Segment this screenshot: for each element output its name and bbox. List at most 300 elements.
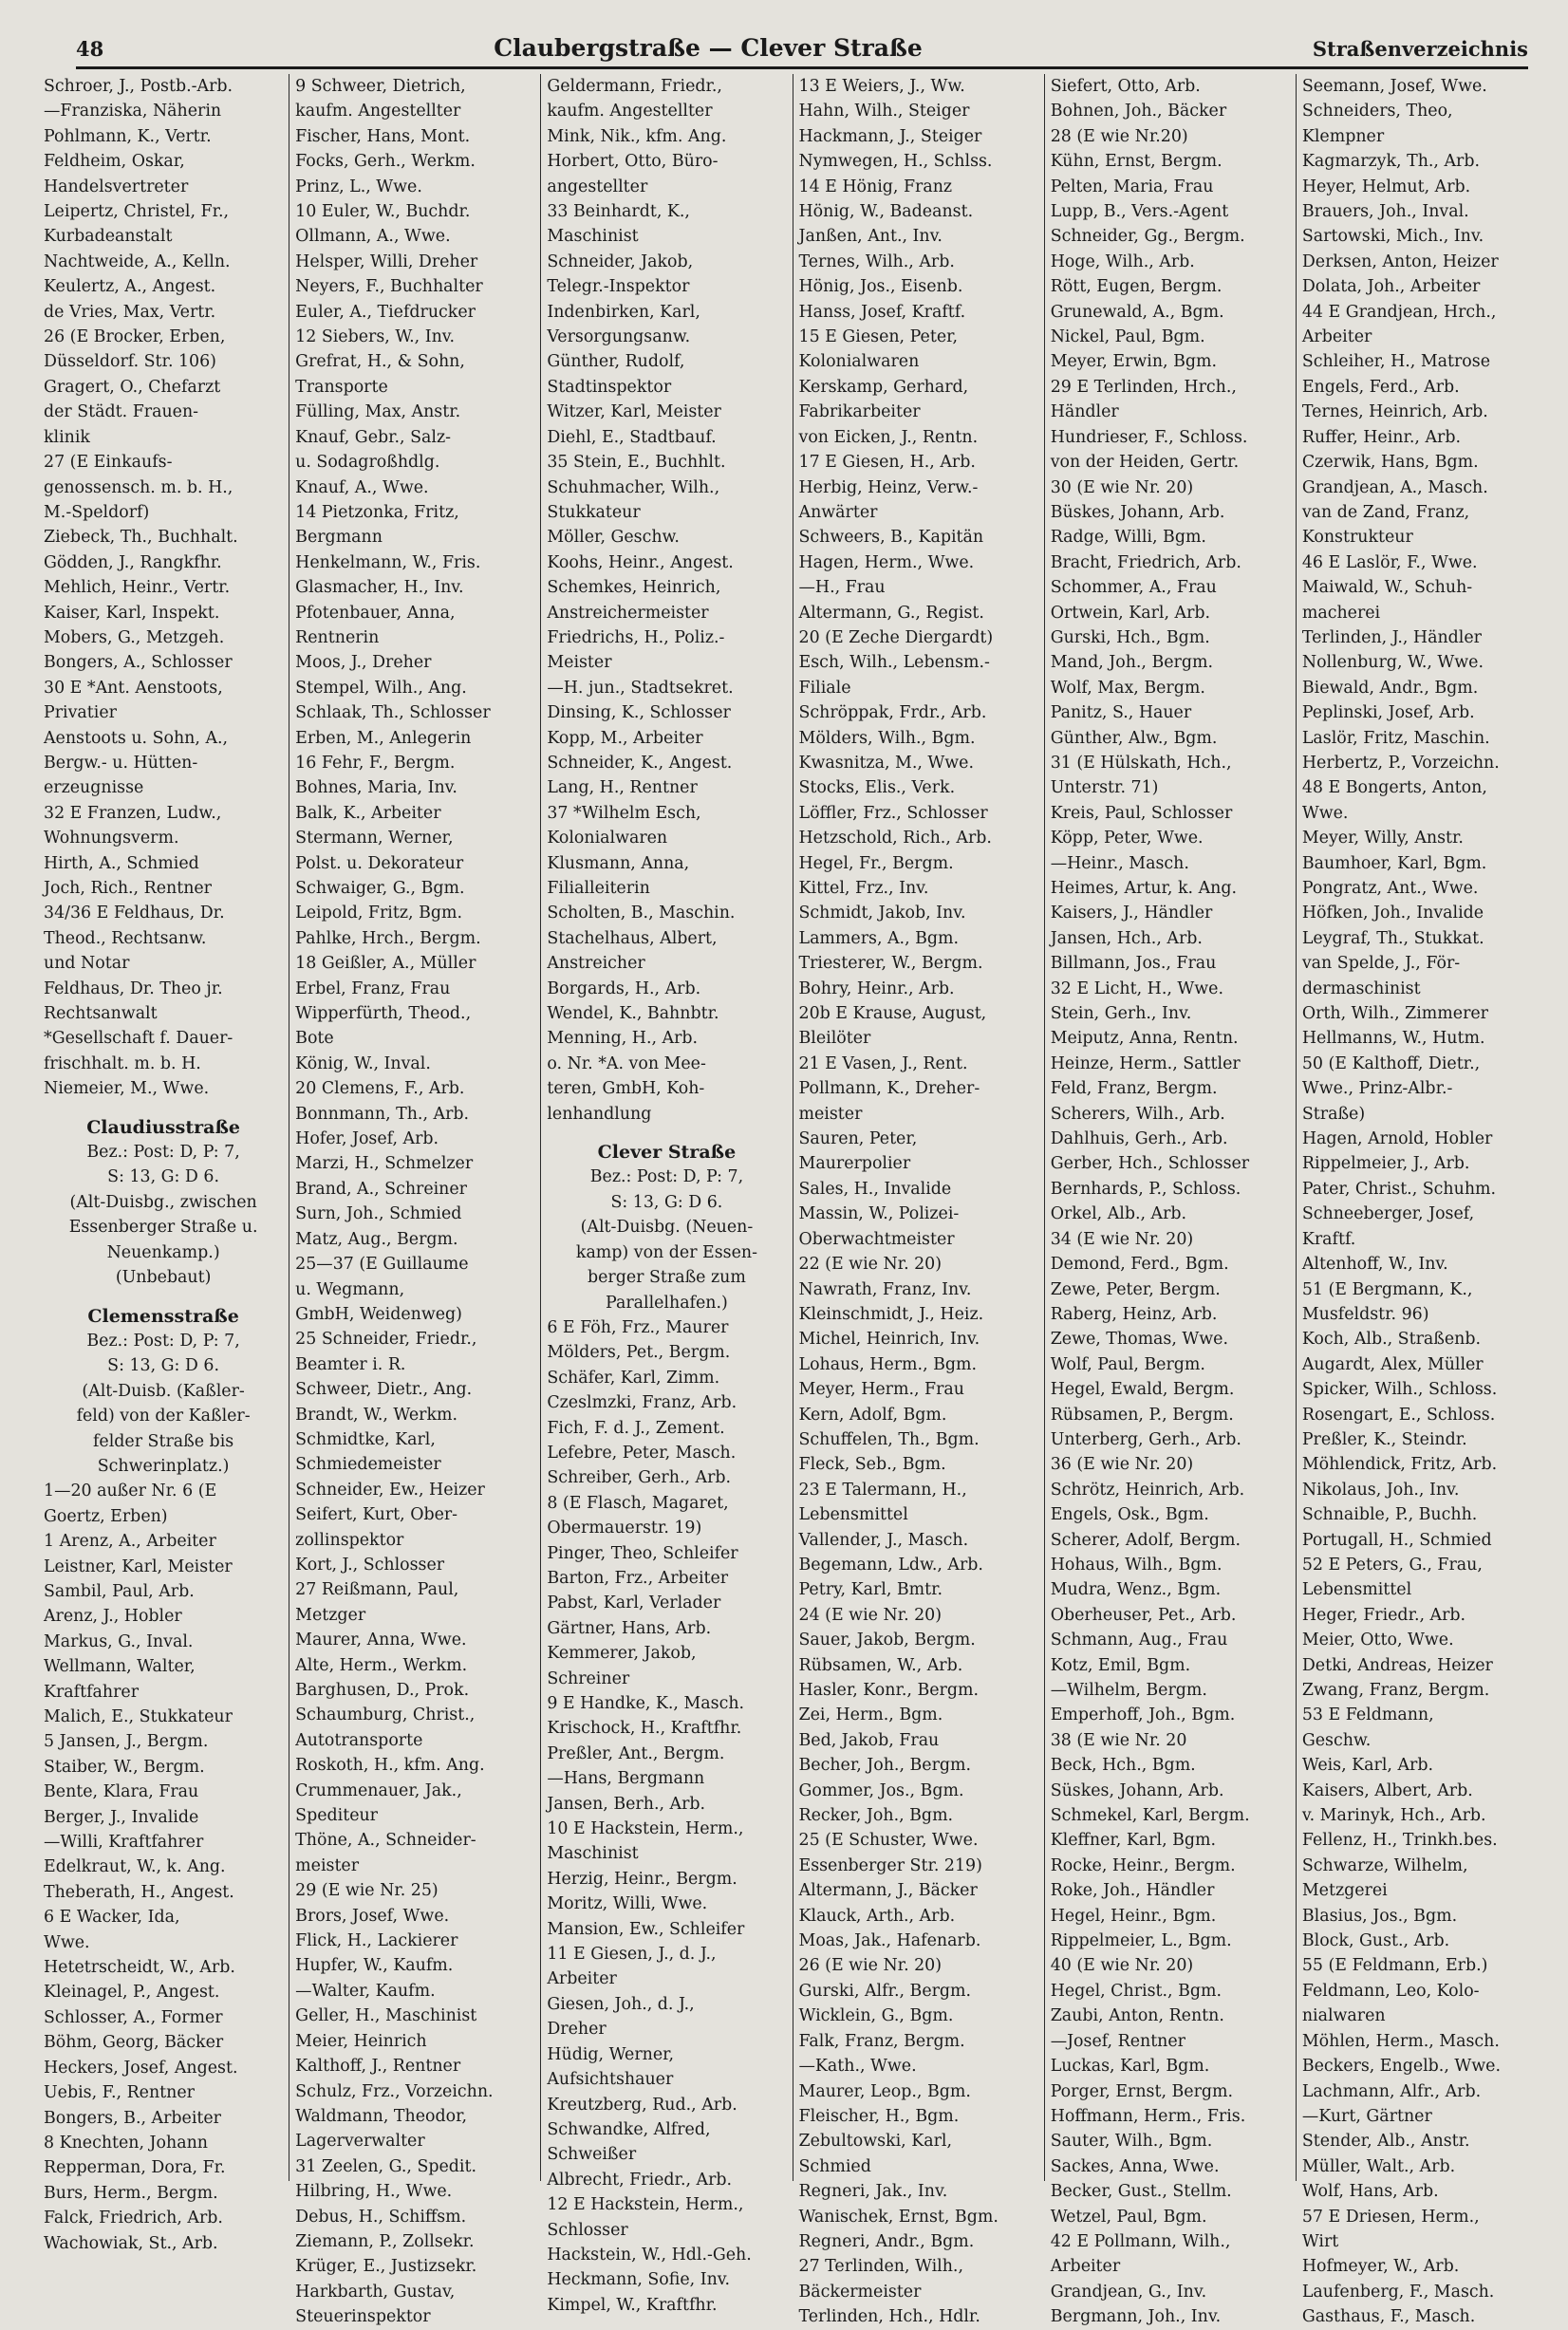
directory-entry: Markus, G., Inval. xyxy=(44,1631,194,1651)
directory-entry: 8 Knechten, Johann xyxy=(44,2133,208,2153)
directory-entry: 10 E Hackstein, Herm., xyxy=(547,1819,744,1839)
directory-entry: Händler xyxy=(1050,402,1119,422)
directory-entry: Obermauerstr. 19) xyxy=(547,1519,702,1538)
directory-entry: Lebensmittel xyxy=(1301,1580,1412,1600)
directory-entry: Lagerverwalter xyxy=(295,2132,425,2152)
directory-entry: 27 Reißmann, Paul, xyxy=(295,1580,459,1600)
street-note: feld) von der Kaßler- xyxy=(76,1407,251,1426)
directory-entry: Lang, H., Rentner xyxy=(547,778,698,798)
directory-entry: Hoge, Wilh., Arb. xyxy=(1050,252,1195,271)
directory-entry: Leipold, Fritz, Bgm. xyxy=(295,904,463,923)
directory-entry: Geldermann, Friedr., xyxy=(547,77,722,96)
directory-entry: Thöne, A., Schneider- xyxy=(295,1831,476,1851)
directory-entry: Stadtinspektor xyxy=(547,377,672,397)
directory-entry: u. Wegmann, xyxy=(295,1279,405,1299)
directory-entry: Gommer, Jos., Bgm. xyxy=(798,1780,964,1800)
directory-entry: Meier, Otto, Wwe. xyxy=(1301,1631,1454,1650)
directory-entry: Arenz, J., Hobler xyxy=(44,1607,182,1627)
directory-entry: Falck, Friedrich, Arb. xyxy=(44,2209,223,2228)
directory-entry: Bohry, Heinr., Arb. xyxy=(798,979,955,998)
directory-entry: von der Heiden, Gertr. xyxy=(1050,453,1240,473)
directory-entry: Hagen, Herm., Wwe. xyxy=(798,552,975,572)
directory-entry: Stender, Alb., Anstr. xyxy=(1301,2132,1470,2152)
directory-entry: 1—20 außer Nr. 6 (E xyxy=(44,1482,217,1501)
directory-entry: Diehl, E., Stadtbauf. xyxy=(547,427,717,447)
directory-entry: Kolonialwaren xyxy=(547,829,668,848)
directory-entry: Gerber, Hch., Schlosser xyxy=(1050,1154,1250,1174)
directory-entry: Stempel, Wilh., Ang. xyxy=(295,678,467,698)
directory-entry: meister xyxy=(295,1855,360,1875)
directory-entry: Heckers, Josef, Angest. xyxy=(44,2058,238,2078)
directory-entry: Metzger xyxy=(295,1605,366,1625)
directory-entry: Schemkes, Heinrich, xyxy=(547,578,721,598)
directory-entry: 32 E Franzen, Ludw., xyxy=(44,803,222,823)
directory-entry: Nollenburg, W., Wwe. xyxy=(1301,653,1484,673)
directory-entry: Albrecht, Friedr., Arb. xyxy=(547,2170,733,2190)
directory-entry: Fellenz, H., Trinkh.bes. xyxy=(1301,1831,1498,1851)
directory-entry: Mansion, Ew., Schleifer xyxy=(547,1919,745,1939)
directory-entry: Dreher xyxy=(547,2020,607,2040)
directory-entry: Goertz, Erben) xyxy=(44,1506,168,1526)
directory-entry: Zwang, Franz, Bergm. xyxy=(1301,1681,1490,1700)
directory-entry: M.-Speldorf) xyxy=(44,502,150,522)
street-note: (Alt-Duisb. (Kaßler- xyxy=(82,1381,245,1401)
directory-column xyxy=(38,74,289,2253)
directory-entry: 20 Clemens, F., Arb. xyxy=(295,1079,465,1099)
street-note: (Alt-Duisbg., zwischen xyxy=(69,1192,257,1212)
directory-entry: Köpp, Peter, Wwe. xyxy=(1050,829,1204,848)
directory-entry: Indenbirken, Karl, xyxy=(547,302,700,322)
directory-entry: Schneider, K., Angest. xyxy=(547,753,733,773)
directory-entry: Lefebre, Peter, Masch. xyxy=(547,1443,737,1463)
directory-entry: de Vries, Max, Vertr. xyxy=(44,302,216,322)
directory-column xyxy=(793,74,1045,2327)
directory-entry: Hackstein, W., Hdl.-Geh. xyxy=(547,2245,752,2265)
directory-entry: Prinz, L., Wwe. xyxy=(295,177,422,196)
directory-entry: Meier, Heinrich xyxy=(295,2031,427,2051)
directory-entry: Becher, Joh., Bergm. xyxy=(798,1756,972,1776)
directory-entry: Beamter i. R. xyxy=(295,1354,406,1374)
directory-entry: Matz, Aug., Bergm. xyxy=(295,1229,458,1249)
directory-entry: 23 E Talermann, H., xyxy=(798,1480,967,1500)
directory-entry: kaufm. Angestellter xyxy=(547,102,713,121)
directory-entry: Zewe, Thomas, Wwe. xyxy=(1050,1330,1228,1350)
street-note: Parallelhafen.) xyxy=(606,1293,728,1313)
directory-entry: Sauter, Wilh., Bgm. xyxy=(1050,2132,1213,2152)
directory-entry: erzeugnisse xyxy=(44,778,144,798)
directory-entry: teren, GmbH, Koh- xyxy=(547,1079,705,1099)
directory-entry: Terlinden, J., Händler xyxy=(1301,627,1482,647)
directory-entry: angestellter xyxy=(547,177,648,196)
directory-entry: dermaschinist xyxy=(1301,979,1421,998)
directory-entry: Beckers, Engelb., Wwe. xyxy=(1301,2057,1501,2077)
directory-entry: Knauf, A., Wwe. xyxy=(295,477,429,497)
directory-entry: Heger, Friedr., Arb. xyxy=(1301,1605,1466,1625)
directory-entry: 27 (E Einkaufs- xyxy=(44,453,173,473)
directory-entry: 10 Euler, W., Buchdr. xyxy=(295,202,471,222)
directory-entry: Schwandke, Alfred, xyxy=(547,2119,711,2139)
directory-entry: Schneeberger, Josef, xyxy=(1301,1204,1475,1224)
directory-entry: Brors, Josef, Wwe. xyxy=(295,1906,450,1926)
directory-entry: Kwasnitza, M., Wwe. xyxy=(798,753,974,773)
directory-entry: Klusmann, Anna, xyxy=(547,853,690,873)
directory-entry: Kolonialwaren xyxy=(798,352,920,372)
directory-entry: Mand, Joh., Bergm. xyxy=(1050,653,1214,673)
directory-entry: 29 (E wie Nr. 25) xyxy=(295,1881,439,1901)
directory-entry: Schreiner xyxy=(547,1668,630,1688)
directory-entry: Triesterer, W., Bergm. xyxy=(798,954,983,974)
directory-entry: Henkelmann, W., Fris. xyxy=(295,552,481,572)
directory-entry: —Josef, Rentner xyxy=(1050,2031,1185,2051)
directory-entry: Konstrukteur xyxy=(1301,528,1413,548)
directory-entry: 26 (E wie Nr. 20) xyxy=(798,1956,943,1976)
directory-entry: Vallender, J., Masch. xyxy=(798,1530,969,1550)
directory-entry: meister xyxy=(798,1104,863,1124)
directory-entry: Spicker, Wilh., Schloss. xyxy=(1301,1380,1498,1400)
directory-entry: Schulz, Frz., Vorzeichn. xyxy=(295,2081,494,2101)
directory-entry: Gragert, O., Chefarzt xyxy=(44,377,221,397)
directory-entry: Unterberg, Gerh., Arb. xyxy=(1050,1429,1241,1449)
directory-entry: Augardt, Alex, Müller xyxy=(1301,1354,1484,1374)
directory-entry: 32 E Licht, H., Wwe. xyxy=(1050,979,1223,998)
directory-entry: Knauf, Gebr., Salz- xyxy=(295,427,451,447)
directory-entry: Düsseldorf. Str. 106) xyxy=(44,352,216,372)
directory-entry: —Kurt, Gärtner xyxy=(1301,2106,1432,2126)
directory-entry: Radge, Willi, Bgm. xyxy=(1050,528,1206,548)
directory-entry: —Heinr., Masch. xyxy=(1050,853,1189,873)
directory-entry: Kerskamp, Gerhard, xyxy=(798,377,969,397)
directory-entry: Preßler, Ant., Bergm. xyxy=(547,1743,725,1763)
directory-entry: Rübsamen, P., Bergm. xyxy=(1050,1405,1234,1425)
directory-entry: Kaisers, J., Händler xyxy=(1050,904,1213,923)
directory-entry: 25 Schneider, Friedr., xyxy=(295,1330,477,1350)
directory-entry: 50 (E Kalthoff, Dietr., xyxy=(1301,1053,1481,1073)
directory-entry: Hahn, Wilh., Steiger xyxy=(798,102,970,121)
directory-entry: Wirt xyxy=(1301,2231,1339,2251)
section-title: Straßenverzeichnis xyxy=(1312,37,1528,61)
directory-entry: Schroer, J., Postb.-Arb. xyxy=(44,77,233,96)
directory-entry: Hegel, Fr., Bergm. xyxy=(798,853,954,873)
directory-entry: Polst. u. Dekorateur xyxy=(295,853,464,873)
directory-entry: Porger, Ernst, Bergm. xyxy=(1050,2081,1234,2101)
directory-entry: Glasmacher, H., Inv. xyxy=(295,578,464,598)
directory-entry: Kleinagel, P., Angest. xyxy=(44,1983,220,2003)
directory-entry: Kotz, Emil, Bgm. xyxy=(1050,1655,1191,1675)
directory-entry: Berger, J., Invalide xyxy=(44,1807,199,1827)
directory-entry: Detki, Andreas, Heizer xyxy=(1301,1655,1493,1675)
directory-entry: Raberg, Heinz, Arb. xyxy=(1050,1304,1218,1324)
directory-entry: Schmied xyxy=(798,2156,871,2176)
directory-entry: Becker, Gust., Stellm. xyxy=(1050,2182,1232,2202)
directory-entry: Wohnungsverm. xyxy=(44,829,179,848)
directory-entry: Süskes, Johann, Arb. xyxy=(1050,1780,1224,1800)
directory-entry: Hönig, Jos., Eisenb. xyxy=(798,277,963,297)
directory-entry: Luckas, Karl, Bgm. xyxy=(1050,2057,1210,2077)
directory-entry: Krischock, H., Kraftfhr. xyxy=(547,1719,742,1739)
directory-entry: Musfeldstr. 96) xyxy=(1301,1304,1429,1324)
directory-entry: Block, Gust., Arb. xyxy=(1301,1931,1450,1951)
directory-entry: Aenstoots u. Sohn, A., xyxy=(44,728,229,748)
directory-entry: 30 E *Ant. Aenstoots, xyxy=(44,678,223,698)
directory-entry: Grunewald, A., Bgm. xyxy=(1050,302,1224,322)
directory-entry: Hofer, Josef, Arb. xyxy=(295,1129,439,1149)
directory-entry: Anstreichermeister xyxy=(547,603,709,623)
directory-entry: Edelkraut, W., k. Ang. xyxy=(44,1857,226,1877)
directory-entry: Anstreicher xyxy=(547,954,645,974)
street-note: (Alt-Duisbg. (Neuen- xyxy=(580,1218,754,1238)
directory-entry: Nawrath, Franz, Inv. xyxy=(798,1279,972,1299)
directory-entry: Rechtsanwalt xyxy=(44,1004,158,1024)
directory-entry: Hirth, A., Schmied xyxy=(44,853,199,873)
directory-entry: Meiputz, Anna, Rentn. xyxy=(1050,1029,1239,1049)
directory-entry: u. Sodagroßhdlg. xyxy=(295,453,440,473)
directory-entry: —Franziska, Näherin xyxy=(44,102,222,121)
directory-entry: Wanischek, Ernst, Bgm. xyxy=(798,2207,999,2227)
directory-entry: Hanss, Josef, Kraftf. xyxy=(798,302,966,322)
directory-entry: Kreis, Paul, Schlosser xyxy=(1050,803,1233,823)
directory-entry: Zewe, Peter, Bergm. xyxy=(1050,1279,1221,1299)
directory-entry: Kern, Adolf, Bgm. xyxy=(798,1405,947,1425)
directory-entry: Maschinist xyxy=(547,227,639,247)
directory-entry: Massin, W., Polizei- xyxy=(798,1204,960,1224)
directory-entry: Schmiedemeister xyxy=(295,1455,441,1475)
directory-entry: Brauers, Joh., Inval. xyxy=(1301,202,1469,222)
directory-entry: Sauren, Peter, xyxy=(798,1129,918,1149)
directory-entry: Fülling, Max, Anstr. xyxy=(295,402,461,422)
directory-entry: Preßler, K., Steindr. xyxy=(1301,1429,1467,1449)
directory-entry: Hönig, W., Badeanst. xyxy=(798,202,974,222)
directory-entry: 46 E Laslör, F., Wwe. xyxy=(1301,552,1478,572)
directory-entry: Gurski, Alfr., Bergm. xyxy=(798,1981,972,2001)
directory-entry: Scherer, Adolf, Bergm. xyxy=(1050,1530,1241,1550)
directory-entry: Stukkateur xyxy=(547,502,641,522)
directory-entry: 37 *Wilhelm Esch, xyxy=(547,803,701,823)
directory-entry: Mudra, Wenz., Bgm. xyxy=(1050,1580,1222,1600)
directory-entry: Grandjean, G., Inv. xyxy=(1050,2282,1207,2302)
directory-entry: Wendel, K., Bahnbtr. xyxy=(547,1004,719,1024)
directory-entry: Schmidt, Jakob, Inv. xyxy=(798,904,966,923)
directory-entry: 16 Fehr, F., Bergm. xyxy=(295,753,456,773)
directory-entry: Geller, H., Maschinist xyxy=(295,2006,477,2026)
directory-entry: —Wilhelm, Bergm. xyxy=(1050,1681,1207,1700)
directory-entry: Waldmann, Theodor, xyxy=(295,2106,468,2126)
directory-entry: Löffler, Frz., Schlosser xyxy=(798,803,988,823)
directory-entry: 25 (E Schuster, Wwe. xyxy=(798,1831,979,1851)
directory-entry: 12 E Hackstein, Herm., xyxy=(547,2195,744,2215)
directory-entry: Autotransporte xyxy=(295,1730,423,1750)
street-note: Essenberger Straße u. xyxy=(68,1218,258,1238)
directory-entry: 42 E Pollmann, Wilh., xyxy=(1050,2231,1231,2251)
directory-entry: 31 (E Hülskath, Hch., xyxy=(1050,753,1232,773)
directory-entry: Hegel, Heinr., Bgm. xyxy=(1050,1906,1217,1926)
directory-entry: 31 Zeelen, G., Spedit. xyxy=(295,2156,477,2176)
directory-entry: Schrötz, Heinrich, Arb. xyxy=(1050,1480,1245,1500)
directory-entry: Heyer, Helmut, Arb. xyxy=(1301,177,1471,196)
directory-entry: Hagen, Arnold, Hobler xyxy=(1301,1129,1493,1149)
directory-entry: Meyer, Herm., Frau xyxy=(798,1380,964,1400)
directory-entry: 22 (E wie Nr. 20) xyxy=(798,1255,943,1275)
street-note: S: 13, G: D 6. xyxy=(107,1167,219,1187)
directory-entry: zollinspektor xyxy=(295,1530,404,1550)
directory-entry: Wachowiak, St., Arb. xyxy=(44,2233,218,2253)
directory-entry: Rippelmeier, L., Bgm. xyxy=(1050,1931,1232,1951)
directory-entry: Panitz, S., Hauer xyxy=(1050,703,1192,723)
directory-entry: Schlosser xyxy=(547,2220,628,2240)
directory-entry: 55 (E Feldmann, Erb.) xyxy=(1301,1956,1488,1976)
directory-entry: Ziebeck, Th., Buchhalt. xyxy=(44,528,238,548)
directory-entry: kaufm. Angestellter xyxy=(295,102,461,121)
directory-entry: Schneider, Gg., Bergm. xyxy=(1050,227,1245,247)
directory-entry: Telegr.-Inspektor xyxy=(547,277,690,297)
directory-entry: Pabst, Karl, Verlader xyxy=(547,1594,721,1613)
directory-entry: 21 E Vasen, J., Rent. xyxy=(798,1053,968,1073)
directory-entry: Sales, H., Invalide xyxy=(798,1179,952,1199)
directory-entry: Crummenauer, Jak., xyxy=(295,1780,462,1800)
directory-entry: Schaumburg, Christ., xyxy=(295,1706,476,1725)
directory-entry: Laslör, Fritz, Maschin. xyxy=(1301,728,1490,748)
directory-entry: Hasler, Konr., Bergm. xyxy=(798,1681,980,1700)
directory-entry: Maurer, Leop., Bgm. xyxy=(798,2081,971,2101)
directory-entry: Derksen, Anton, Heizer xyxy=(1301,252,1499,271)
directory-entry: Herbertz, P., Vorzeichn. xyxy=(1301,753,1500,773)
directory-entry: Falk, Franz, Bergm. xyxy=(798,2031,965,2051)
directory-entry: Schlosser, A., Former xyxy=(44,2007,223,2027)
street-note: Neuenkamp.) xyxy=(106,1242,220,1262)
directory-entry: Metzgerei xyxy=(1301,1881,1388,1901)
directory-entry: Pohlmann, K., Vertr. xyxy=(44,126,212,146)
directory-entry: Harkbarth, Gustav, xyxy=(295,2282,456,2302)
directory-entry: Peplinski, Josef, Arb. xyxy=(1301,703,1475,723)
directory-entry: 29 E Terlinden, Hrch., xyxy=(1050,377,1237,397)
directory-entry: Janßen, Ant., Inv. xyxy=(798,227,943,247)
directory-entry: Blasius, Jos., Bgm. xyxy=(1301,1906,1458,1926)
directory-entry: Engels, Ferd., Arb. xyxy=(1301,377,1460,397)
directory-entry: Ruffer, Heinr., Arb. xyxy=(1301,427,1461,447)
directory-entry: Koch, Alb., Straßenb. xyxy=(1301,1330,1482,1350)
directory-entry: 14 E Hönig, Franz xyxy=(798,177,953,196)
directory-entry: Emperhoff, Joh., Bgm. xyxy=(1050,1706,1236,1725)
directory-entry: Kagmarzyk, Th., Arb. xyxy=(1301,152,1481,172)
directory-entry: Schommer, A., Frau xyxy=(1050,578,1217,598)
directory-entry: Pelten, Maria, Frau xyxy=(1050,177,1214,196)
directory-entry: Schneider, Jakob, xyxy=(547,252,694,271)
directory-entry: Klempner xyxy=(1301,126,1385,146)
directory-entry: Schlaak, Th., Schlosser xyxy=(295,703,491,723)
directory-entry: Engels, Osk., Bgm. xyxy=(1050,1505,1209,1525)
directory-entry: 34 (E wie Nr. 20) xyxy=(1050,1229,1194,1249)
directory-entry: 44 E Grandjean, Hrch., xyxy=(1301,302,1497,322)
directory-entry: Ternes, Heinrich, Arb. xyxy=(1301,402,1488,422)
directory-entry: Rött, Eugen, Bergm. xyxy=(1050,277,1223,297)
directory-entry: Pongratz, Ant., Wwe. xyxy=(1301,879,1479,898)
directory-entry: Pater, Christ., Schuhm. xyxy=(1301,1179,1497,1199)
directory-entry: Orth, Wilh., Zimmerer xyxy=(1301,1004,1488,1024)
directory-entry: Höfken, Joh., Invalide xyxy=(1301,904,1484,923)
directory-entry: Bäckermeister xyxy=(798,2282,922,2302)
directory-entry: Schneiders, Theo, xyxy=(1301,102,1453,121)
directory-entry: 28 (E wie Nr.20) xyxy=(1050,126,1188,146)
directory-entry: genossensch. m. b. H., xyxy=(44,477,233,497)
directory-entry: 27 Terlinden, Wilh., xyxy=(798,2257,963,2277)
directory-entry: Heckmann, Sofie, Inv. xyxy=(547,2270,731,2290)
directory-entry: Meyer, Erwin, Bgm. xyxy=(1050,352,1218,372)
directory-entry: Hegel, Christ., Bgm. xyxy=(1050,1981,1222,2001)
directory-entry: Burs, Herm., Bergm. xyxy=(44,2183,218,2203)
directory-entry: klinik xyxy=(44,427,90,447)
directory-entry: Stachelhaus, Albert, xyxy=(547,928,718,948)
directory-entry: Billmann, Jos., Frau xyxy=(1050,954,1217,974)
directory-entry: Feldheim, Oskar, xyxy=(44,152,185,172)
directory-entry: Dinsing, K., Schlosser xyxy=(547,703,731,723)
directory-column xyxy=(541,74,793,2315)
directory-entry: 35 Stein, E., Buchhlt. xyxy=(547,453,726,473)
directory-entry: Wicklein, G., Bgm. xyxy=(798,2006,954,2026)
directory-entry: 30 (E wie Nr. 20) xyxy=(1050,477,1194,497)
street-note: Bez.: Post: D, P: 7, xyxy=(589,1167,744,1187)
directory-entry: Arbeiter xyxy=(1301,327,1372,347)
directory-entry: Bergmann, Joh., Inv. xyxy=(1050,2307,1222,2327)
directory-entry: Flick, H., Lackierer xyxy=(295,1931,458,1951)
directory-entry: Ternes, Wilh., Arb. xyxy=(798,252,955,271)
directory-entry: Nymwegen, H., Schlss. xyxy=(798,152,993,172)
directory-entry: Ortwein, Karl, Arb. xyxy=(1050,603,1211,623)
directory-entry: Beck, Hch., Bgm. xyxy=(1050,1756,1196,1776)
directory-entry: Roke, Joh., Händler xyxy=(1050,1881,1215,1901)
directory-entry: 6 E Wacker, Ida, xyxy=(44,1908,180,1928)
directory-entry: Witzer, Karl, Meister xyxy=(547,402,721,422)
street-note: Bez.: Post: D, P: 7, xyxy=(86,1331,240,1351)
directory-entry: Niemeier, M., Wwe. xyxy=(44,1079,210,1099)
directory-entry: Stein, Gerh., Inv. xyxy=(1050,1004,1192,1024)
directory-entry: 20b E Krause, August, xyxy=(798,1004,987,1024)
directory-entry: 13 E Weiers, J., Ww. xyxy=(798,77,965,96)
directory-entry: Bed, Jakob, Frau xyxy=(798,1730,940,1750)
directory-entry: Ollmann, A., Wwe. xyxy=(295,227,451,247)
directory-entry: Wwe. xyxy=(1301,803,1349,823)
street-heading: Clever Straße xyxy=(597,1142,737,1164)
page-number: 48 xyxy=(76,37,104,61)
directory-entry: Büskes, Johann, Arb. xyxy=(1050,502,1225,522)
directory-entry: Maiwald, W., Schuh- xyxy=(1301,578,1473,598)
street-note: (Unbebaut) xyxy=(115,1268,212,1288)
directory-entry: Feldhaus, Dr. Theo jr. xyxy=(44,979,223,998)
directory-entry: Kaisers, Albert, Arb. xyxy=(1301,1780,1473,1800)
directory-entry: Moas, Jak., Hafenarb. xyxy=(798,1931,981,1951)
directory-entry: Mölders, Pet., Bergm. xyxy=(547,1343,731,1363)
directory-entry: Zaubi, Anton, Rentn. xyxy=(1050,2006,1224,2026)
directory-entry: Leipertz, Christel, Fr., xyxy=(44,202,230,222)
directory-entry: Altermann, G., Regist. xyxy=(798,603,984,623)
directory-entry: 48 E Bongerts, Anton, xyxy=(1301,778,1487,798)
directory-entry: Siefert, Otto, Arb. xyxy=(1050,77,1201,96)
directory-entry: Mink, Nik., kfm. Ang. xyxy=(547,126,727,146)
directory-entry: Essenberger Str. 219) xyxy=(798,1855,982,1875)
directory-entry: Maurer, Anna, Wwe. xyxy=(295,1631,467,1650)
directory-entry: Scholten, B., Maschin. xyxy=(547,904,736,923)
directory-entry: Aufsichtshauer xyxy=(547,2070,674,2090)
directory-entry: Rocke, Heinr., Bergm. xyxy=(1050,1855,1236,1875)
directory-entry: Fabrikarbeiter xyxy=(798,402,921,422)
directory-entry: Erbel, Franz, Frau xyxy=(295,979,451,998)
directory-entry: Transporte xyxy=(295,377,388,397)
directory-entry: 6 E Föh, Frz., Maurer xyxy=(547,1317,729,1337)
directory-entry: van de Zand, Franz, xyxy=(1301,502,1470,522)
directory-entry: Rosengart, E., Schloss. xyxy=(1301,1405,1496,1425)
directory-entry: Straße) xyxy=(1301,1104,1366,1124)
directory-entry: Dahlhuis, Gerh., Arb. xyxy=(1050,1129,1228,1149)
directory-entry: Privatier xyxy=(44,703,117,723)
directory-entry: Laufenberg, F., Masch. xyxy=(1301,2282,1495,2302)
